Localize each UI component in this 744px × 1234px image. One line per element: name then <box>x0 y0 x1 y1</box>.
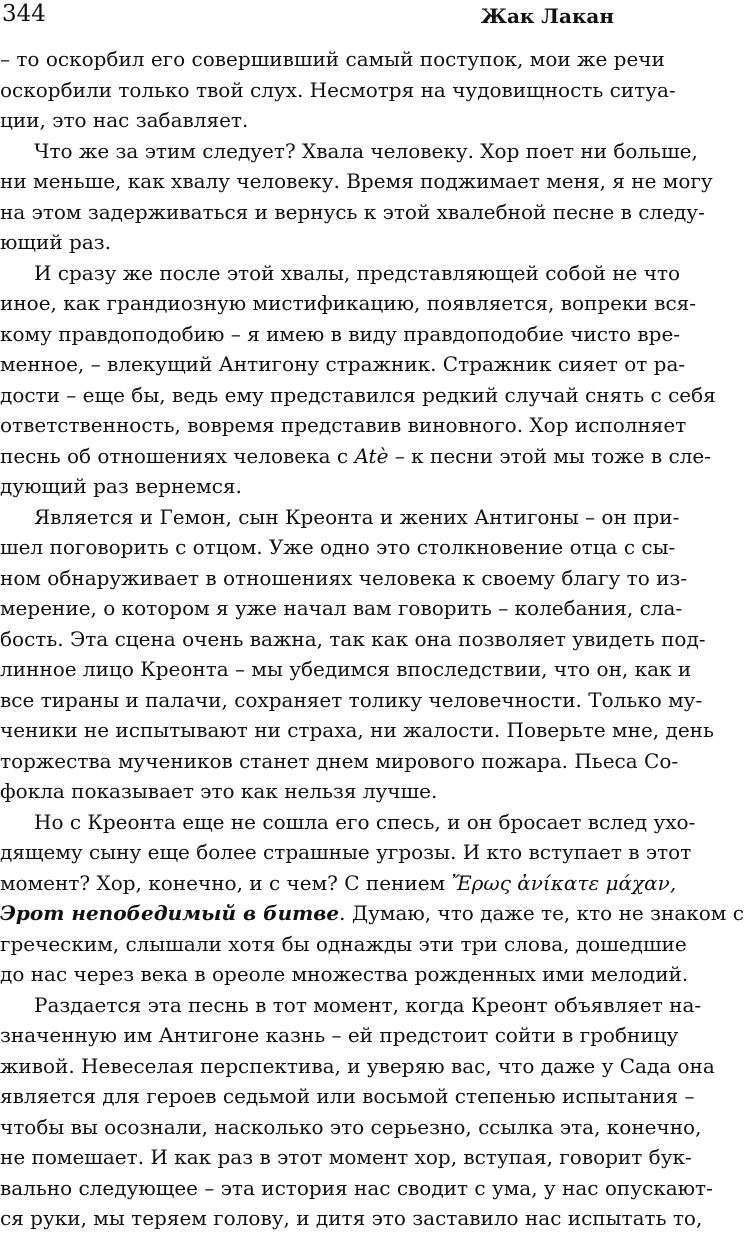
text-line: ченики не испытывают ни страха, ни жалости. Поверьте мне, день <box>0 718 714 742</box>
text-line: песнь об отношениях человека с Atè – к песни этой мы тоже в сле- <box>0 443 712 468</box>
text-line: ном обнаруживает в отношениях человека к своему благу то из- <box>0 565 688 590</box>
text-line: ни меньше, как хвалу человеку. Время поджимает меня, я не могу <box>0 169 713 193</box>
ate-term: Atè <box>354 443 389 468</box>
text-line: не помешает. И как раз в этот момент хор, вступая, говорит бук- <box>0 1145 692 1169</box>
text-line: до нас через века в ореоле множества рожденных ими мелодий. <box>0 962 689 986</box>
text-line: Раздается эта песнь в тот момент, когда Креонт объявляет на- <box>34 992 702 1017</box>
text-line: торжества мучеников станет днем мирового пожара. Пьеса Со- <box>0 748 679 773</box>
text-line: Эрот непобедимый в битве. Думаю, что даже те, кто не знаком с <box>0 901 744 925</box>
text-line: является для героев седьмой или восьмой степенью испытания – <box>0 1084 695 1108</box>
text-line: менное, – влекущий Антигону стражник. Стражник сияет от ра- <box>0 352 686 376</box>
text-line: кому правдоподобию – я имею в виду правдоподобие чисто вре- <box>0 321 681 346</box>
text-line: фокла показывает это как нельзя лучше. <box>0 779 438 803</box>
text-line: вально следующее – эта история нас сводит с ума, у нас опускают- <box>0 1175 713 1200</box>
text-line: ции, это нас забавляет. <box>0 108 249 132</box>
running-head: Жак Лакан <box>480 4 614 28</box>
text-line: ся руки, мы теряем голову, и дитя это заставило нас испытать то, <box>0 1206 703 1230</box>
greek-phrase: Ἔρως ἀνίκατε μάχαν, <box>451 870 677 895</box>
body-text <box>0 44 744 1234</box>
text-line: ющий раз. <box>0 230 112 254</box>
text-line: Но с Креонта еще не сошла его спесь, и он бросает вслед ухо- <box>34 809 696 834</box>
text-line: Что же за этим следует? Хвала человеку. Хор поет ни больше, <box>34 138 698 163</box>
text-line: дости – еще бы, ведь ему представился редкий случай снять с себя <box>0 382 716 407</box>
page-header <box>0 0 620 40</box>
text-line: дящему сыну еще более страшные угрозы. И кто вступает в этот <box>0 840 692 864</box>
text-line: живой. Невеселая перспектива, и уверяю вас, что даже у Сада она <box>0 1053 715 1078</box>
text-line: все тираны и палачи, сохраняет толику человечности. Только му- <box>0 687 703 712</box>
text-line: линное лицо Креонта – мы убедимся впоследствии, что он, как и <box>0 657 692 681</box>
page-number: 344 <box>2 1 46 27</box>
text-line: И сразу же после этой хвалы, представляющей собой не что <box>34 260 681 285</box>
text-line: чтобы вы осознали, насколько это серьезно, ссылка эта, конечно, <box>0 1114 702 1139</box>
text-line: ответственность, вовремя представив виновного. Хор исполняет <box>0 413 687 437</box>
text-line: значенную им Антигоне казнь – ей предстоит сойти в гробницу <box>0 1023 679 1047</box>
text-line: греческим, слышали хотя бы однажды эти три слова, дошедшие <box>0 931 687 956</box>
emphasis-title: Эрот непобедимый в битве <box>0 901 340 925</box>
text-line: оскорбили только твой слух. Несмотря на чудовищность ситуа- <box>0 77 676 102</box>
text-line: – то оскорбил его совершивший самый поступок, мои же речи <box>0 47 665 71</box>
text-line: иное, как грандиозную мистификацию, появляется, вопреки вся- <box>0 291 697 315</box>
text-line: на этом задерживаться и вернусь к этой хвалебной песне в следу- <box>0 199 705 224</box>
text-line: момент? Хор, конечно, и с чем? С пением Ἔρως ἀνίκατε μάχαν, <box>0 870 677 895</box>
text-line: мерение, о котором я уже начал вам говорить – колебания, сла- <box>0 596 683 620</box>
text-line: бость. Эта сцена очень важна, так как она позволяет увидеть под- <box>0 626 706 651</box>
text-line: шел поговорить с отцом. Уже одно это столкновение отца с сы- <box>0 535 676 559</box>
text-line: дующий раз вернемся. <box>0 474 242 498</box>
text-line: Является и Гемон, сын Креонта и жених Антигоны – он при- <box>34 504 680 529</box>
